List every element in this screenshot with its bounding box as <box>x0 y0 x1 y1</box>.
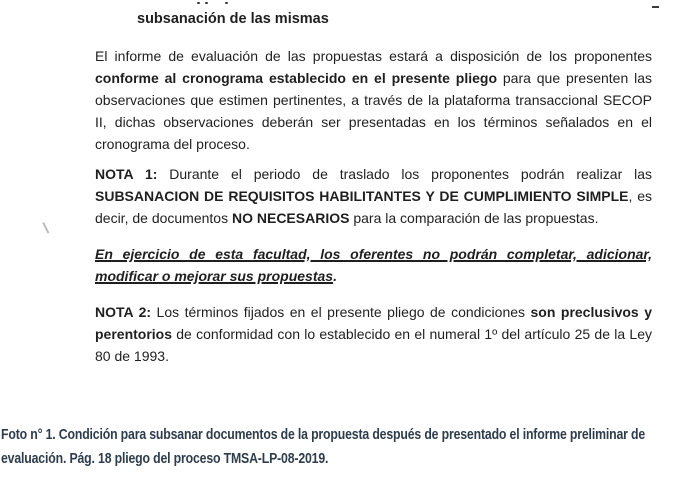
text-run: NO NECESARIOS <box>231 210 350 226</box>
scan-artifact-dot <box>197 2 200 4</box>
paragraph-nota-2 <box>95 301 652 367</box>
text-run: En ejercicio de esta facultad, los oferentes no podrán completar, adicionar, modificar o mejorar sus propuestas <box>95 246 652 284</box>
paragraph-facultad-oferentes <box>95 243 652 287</box>
figure-caption <box>1 423 700 471</box>
scan-artifact-dot <box>225 2 228 4</box>
text-run: de conformidad con lo establecido en el numeral 1º del artículo 25 de la Ley 80 de 1993. <box>95 326 652 364</box>
paragraphs-container <box>95 45 652 367</box>
scan-artifact-dot <box>205 2 208 4</box>
caption-line-2: evaluación. Pág. 18 pliego del proceso TMSA-LP-08-2019. <box>1 450 329 467</box>
text-run: NOTA 1: <box>95 166 158 182</box>
text-run: . <box>333 268 337 284</box>
text-run: , es decir, de documentos <box>95 188 652 226</box>
caption-line-1: Foto n° 1. Condición para subsanar documentos de la propuesta después de presentado el informe preliminar de <box>1 426 646 443</box>
paragraph-nota-1 <box>95 163 652 229</box>
scan-artifact-dash <box>652 6 659 8</box>
document-text-block <box>95 8 652 375</box>
section-heading: subsanación de las mismas <box>137 11 329 27</box>
text-run: Durante el periodo de traslado los proponentes podrán realizar las <box>157 166 652 182</box>
text-run: NOTA 2: <box>95 304 152 320</box>
text-run: El informe de evaluación de las propuestas estará a disposición de los proponentes <box>95 48 652 64</box>
text-run: conforme al cronograma establecido en el presente pliego <box>95 70 498 86</box>
scan-artifact-stroke <box>42 222 49 234</box>
text-run: SUBSANACION DE REQUISITOS HABILITANTES Y DE CUMPLIMIENTO SIMPLE <box>95 188 629 204</box>
text-run: Los términos fijados en el presente pliego de condiciones <box>151 304 531 320</box>
text-run: son preclusivos y perentorios <box>95 304 652 342</box>
paragraph-informe-evaluacion <box>95 45 652 155</box>
text-run: para que presenten las observaciones que estimen pertinentes, a través de la plataforma transaccional SECOP II, dichas observaciones deberán ser presentadas en los términos señalados en el cronograma del proceso. <box>95 70 652 152</box>
text-run: para la comparación de las propuestas. <box>349 210 599 226</box>
